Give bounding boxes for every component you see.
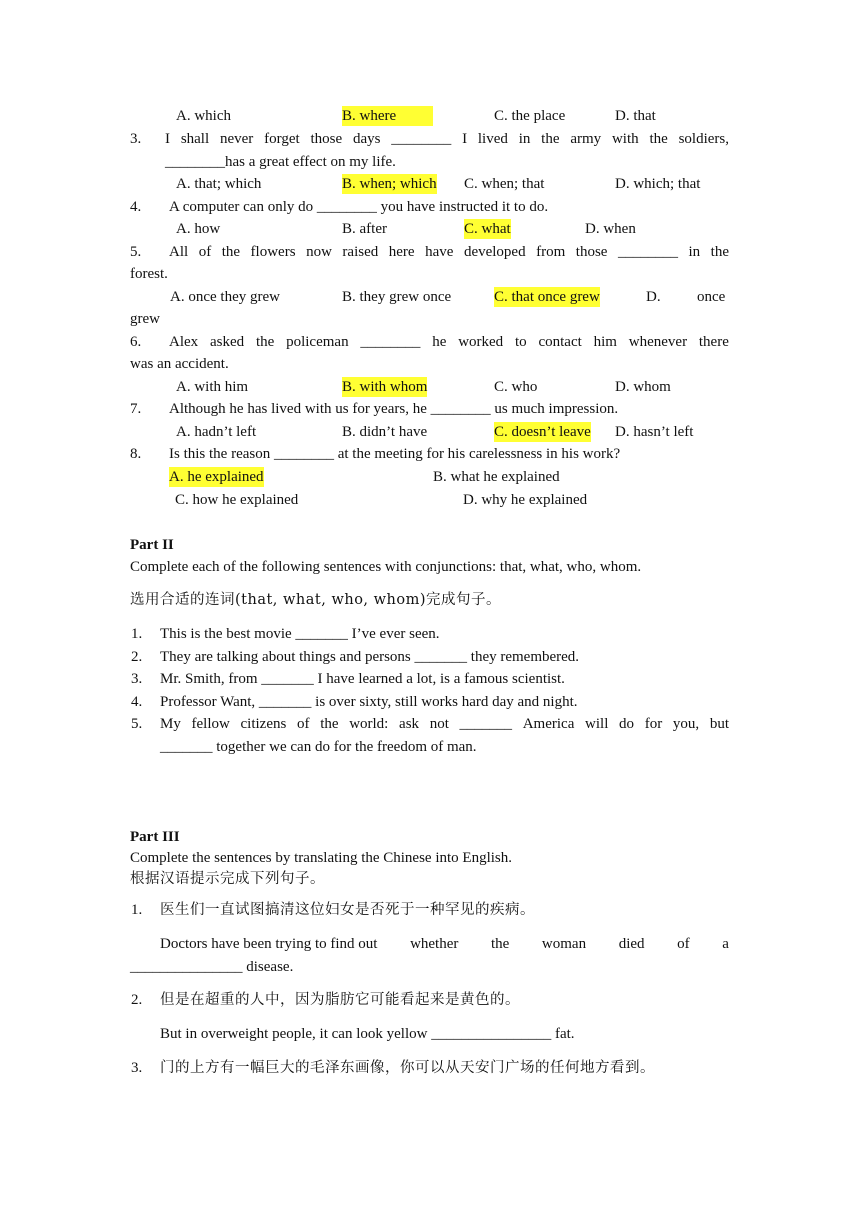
q2-option-b-highlighted: B. where	[342, 106, 433, 126]
q6-number: 6.	[130, 334, 142, 350]
part3-item3-cn: 门的上方有一幅巨大的毛泽东画像，你可以从天安门广场的任何地方看到。	[160, 1060, 655, 1076]
q8-text: Is this the reason ________ at the meeting for his carelessness in his work?	[169, 446, 621, 462]
q4-text: A computer can only do ________ you have instructed it to do.	[169, 199, 549, 215]
q6-option-b-highlighted: B. with whom	[342, 379, 428, 395]
part2-instruction-en: Complete each of the following sentences with conjunctions: that, what, who, whom.	[130, 559, 642, 575]
part3-item2-number: 2.	[131, 992, 143, 1008]
q8-option-a-highlighted: A. he explained	[169, 469, 264, 485]
part3-item1-cn: 医生们一直试图搞清这位妇女是否死于一种罕见的疾病。	[160, 902, 535, 918]
part3-item2-en-line1: But in overweight people, it can look yellow ________________ fat.	[160, 1026, 575, 1042]
q4-number: 4.	[130, 199, 142, 215]
q7-option-a: A. hadn’t left	[176, 424, 257, 440]
q2-option-c: C. the place	[494, 108, 566, 124]
q7-option-c-highlighted: C. doesn’t leave	[494, 424, 591, 440]
q5-line2: forest.	[130, 266, 168, 282]
q5-option-d-word2: grew	[130, 311, 160, 327]
q4-option-d: D. when	[585, 221, 636, 237]
q8-option-d: D. why he explained	[463, 492, 588, 508]
q3-option-d: D. which; that	[615, 176, 701, 192]
q5-option-c-highlighted: C. that once grew	[494, 289, 600, 305]
part2-item4-text: Professor Want, _______ is over sixty, still works hard day and night.	[160, 694, 578, 710]
q4-option-c-highlighted: C. what	[464, 221, 511, 237]
q7-number: 7.	[130, 401, 142, 417]
q7-option-d: D. hasn’t left	[615, 424, 694, 440]
part2-item2-number: 2.	[131, 649, 143, 665]
q2-option-d: D. that	[615, 108, 656, 124]
q8-option-b: B. what he explained	[433, 469, 560, 485]
q3-line2: ________has a great effect on my life.	[165, 154, 396, 170]
q5-line1: All of the flowers now raised here have developed from those ________ in the	[169, 244, 729, 260]
q4-option-b: B. after	[342, 221, 387, 237]
part2-item1-number: 1.	[131, 626, 143, 642]
q3-line1: I shall never forget those days ________ I lived in the army with the soldiers,	[165, 131, 729, 147]
part2-item5-line2: _______ together we can do for the freedom of man.	[160, 739, 477, 755]
part3-item2-cn: 但是在超重的人中，因为脂肪它可能看起来是黄色的。	[160, 992, 520, 1008]
q3-option-c: C. when; that	[464, 176, 545, 192]
part2-title: Part II	[130, 537, 174, 553]
q5-option-a: A. once they grew	[170, 289, 280, 305]
part3-item1-number: 1.	[131, 902, 143, 918]
part2-item5-line1: My fellow citizens of the world: ask not _______ America will do for you, but	[160, 716, 729, 732]
q5-option-b: B. they grew once	[342, 289, 452, 305]
part2-item3-number: 3.	[131, 671, 143, 687]
q2-option-a: A. which	[176, 108, 231, 124]
q3-option-a: A. that; which	[176, 176, 262, 192]
q3-number: 3.	[130, 131, 142, 147]
q7-text: Although he has lived with us for years, he ________ us much impression.	[169, 401, 619, 417]
part2-item5-number: 5.	[131, 716, 143, 732]
q3-option-b-highlighted: B. when; which	[342, 176, 437, 192]
q6-line2: was an accident.	[130, 356, 229, 372]
q6-line1: Alex asked the policeman ________ he worked to contact him whenever there	[169, 334, 729, 350]
part2-item3-text: Mr. Smith, from _______ I have learned a lot, is a famous scientist.	[160, 671, 565, 687]
q6-option-c: C. who	[494, 379, 538, 395]
q6-option-a: A. with him	[176, 379, 249, 395]
q8-number: 8.	[130, 446, 142, 462]
part2-instruction-cn: 选用合适的连词(that, what, who, whom)完成句子。	[130, 592, 502, 608]
q8-option-c: C. how he explained	[175, 492, 299, 508]
q5-option-d-letter: D.	[646, 289, 661, 305]
part3-instruction-cn: 根据汉语提示完成下列句子。	[130, 871, 325, 887]
part2-item1-text: This is the best movie _______ I’ve ever seen.	[160, 626, 440, 642]
part2-item4-number: 4.	[131, 694, 143, 710]
part2-item2-text: They are talking about things and persons _______ they remembered.	[160, 649, 580, 665]
part3-instruction-en: Complete the sentences by translating the Chinese into English.	[130, 850, 513, 866]
part3-item1-en-line2: _______________ disease.	[130, 959, 294, 975]
q7-option-b: B. didn’t have	[342, 424, 428, 440]
part3-item1-en-line1: Doctors have been trying to find out whether the woman died of a	[160, 936, 729, 952]
part3-title: Part III	[130, 829, 180, 845]
q5-option-d-word1: once	[697, 289, 726, 305]
part3-item3-number: 3.	[131, 1060, 143, 1076]
q6-option-d: D. whom	[615, 379, 671, 395]
q5-number: 5.	[130, 244, 142, 260]
q4-option-a: A. how	[176, 221, 221, 237]
